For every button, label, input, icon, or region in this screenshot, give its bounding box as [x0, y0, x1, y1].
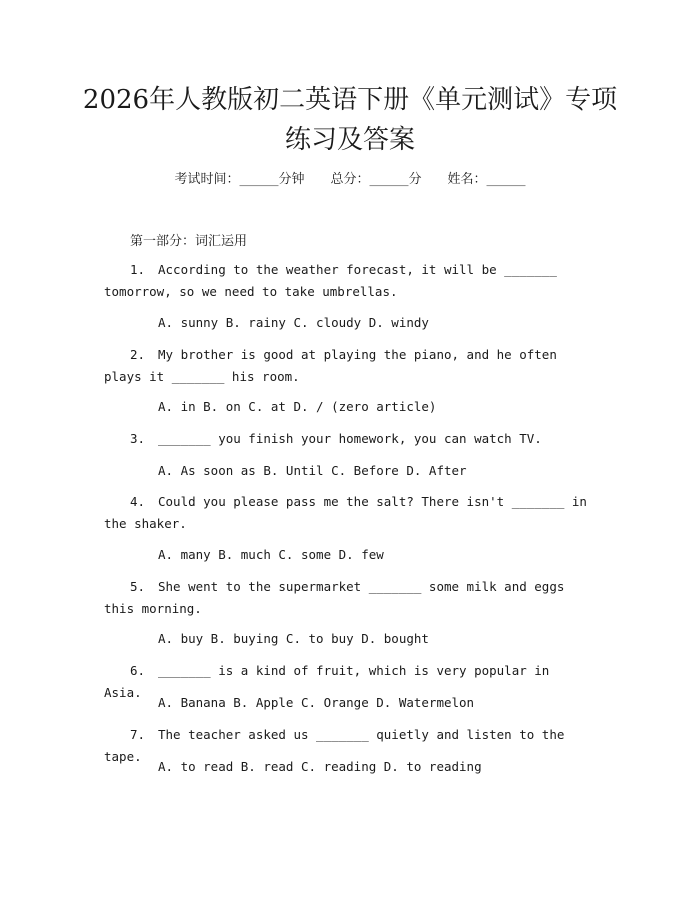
question-1-options: A. sunny B. rainy C. cloudy D. windy	[158, 315, 429, 330]
question-number: 3.	[130, 431, 146, 446]
question-number: 7.	[130, 727, 146, 742]
question-text: _______ you finish your homework, you can watch TV.	[158, 431, 542, 446]
page-title: 2026年人教版初二英语下册《单元测试》专项练习及答案	[82, 85, 618, 155]
student-name-field: 姓名：______	[447, 172, 526, 187]
question-text: She went to the supermarket _______ some milk and eggs this morning.	[104, 579, 565, 616]
question-number: 6.	[130, 663, 146, 678]
question-number: 1.	[130, 262, 146, 277]
section-heading: 第一部分：词汇运用	[130, 234, 248, 249]
question-text: Could you please pass me the salt? There isn't _______ in the shaker.	[104, 494, 587, 531]
question-2	[104, 344, 594, 388]
question-text: The teacher asked us _______ quietly and listen to the tape.	[104, 727, 565, 764]
question-5	[104, 576, 594, 620]
question-number: 2.	[130, 347, 146, 362]
question-1	[104, 259, 594, 303]
question-number: 4.	[130, 494, 146, 509]
exam-meta-line	[0, 168, 700, 187]
question-2-options: A. in B. on C. at D. / (zero article)	[158, 399, 437, 414]
question-number: 5.	[130, 579, 146, 594]
question-3-options: A. As soon as B. Until C. Before D. After	[158, 463, 467, 478]
question-5-options: A. buy B. buying C. to buy D. bought	[158, 631, 429, 646]
question-4-options: A. many B. much C. some D. few	[158, 547, 384, 562]
question-text: _______ is a kind of fruit, which is very popular in Asia.	[104, 663, 550, 700]
question-text: According to the weather forecast, it will be _______ tomorrow, so we need to take umbrellas.	[104, 262, 557, 299]
exam-time-field: 考试时间：______分钟	[174, 172, 305, 187]
question-7-options: A. to read B. read C. reading D. to reading	[158, 759, 482, 774]
question-text: My brother is good at playing the piano, and he often plays it _______ his room.	[104, 347, 557, 384]
question-6-options: A. Banana B. Apple C. Orange D. Watermelon	[158, 695, 475, 710]
question-4	[104, 491, 594, 535]
total-score-field: 总分：______分	[330, 172, 422, 187]
question-3	[104, 428, 594, 450]
